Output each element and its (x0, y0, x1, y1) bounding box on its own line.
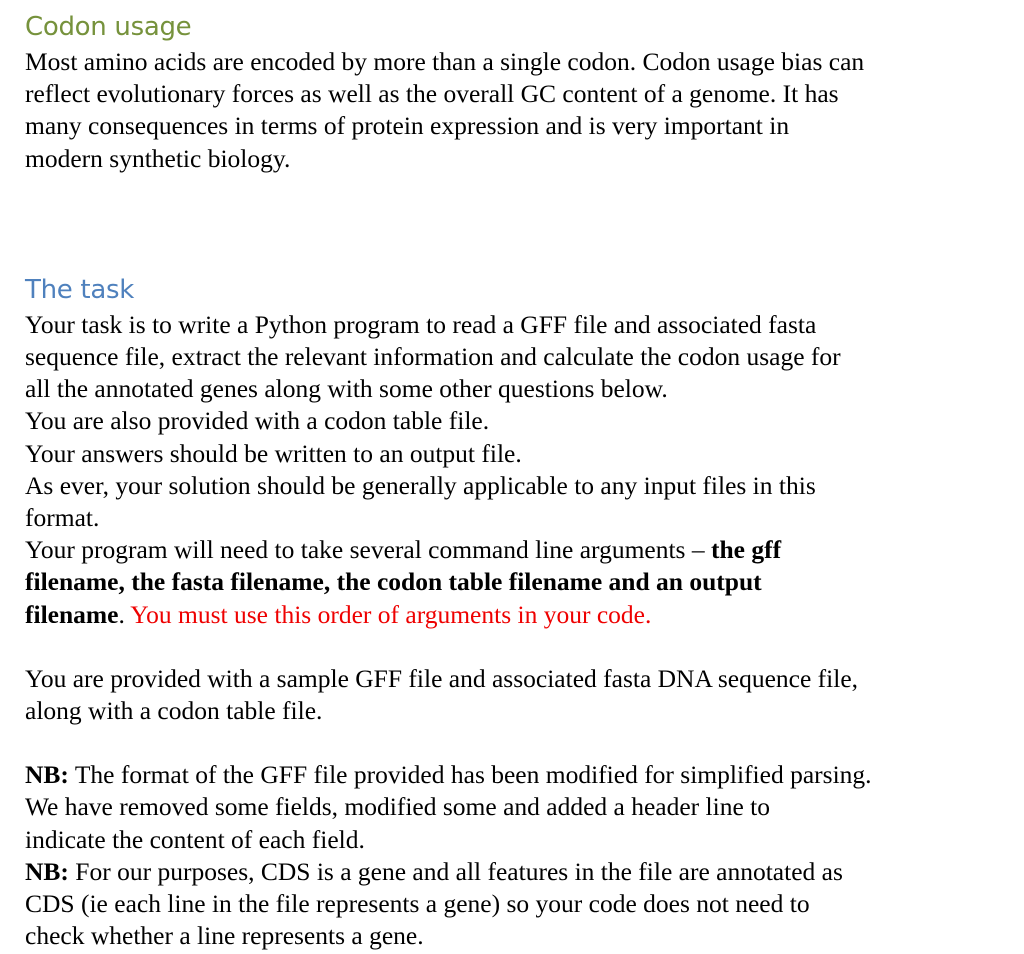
codon-usage-line: Most amino acids are encoded by more than a single codon. Codon usage bias can (25, 47, 865, 76)
argument-order-warning: You must use this order of arguments in your code. (124, 599, 652, 629)
paragraph-spacer (25, 631, 1005, 663)
codon-usage-paragraph (25, 46, 1005, 175)
task-line: format. (25, 503, 100, 533)
nb2-line: CDS (ie each line in the file represents a gene) so your code does not need to (25, 889, 810, 919)
task-line: sequence file, extract the relevant information and calculate the codon usage for (25, 342, 841, 372)
nb2-line: check whether a line represents a gene. (25, 921, 424, 951)
codon-usage-line: modern synthetic biology. (25, 143, 291, 173)
arguments-intro: Your program will need to take several command line arguments – (25, 535, 711, 565)
sample-files-paragraph (25, 663, 1005, 727)
section-spacer (25, 175, 1005, 271)
paragraph-spacer (25, 727, 1005, 759)
arguments-line (25, 534, 1005, 566)
arguments-line (25, 599, 1005, 631)
codon-usage-line: many consequences in terms of protein expression and is very important in (25, 111, 790, 141)
task-line: You are also provided with a codon table file. (25, 406, 490, 436)
nb2-text: For our purposes, CDS is a gene and all features in the file are annotated as (68, 856, 843, 886)
nb1-line: We have removed some fields, modified some and added a header line to (25, 792, 770, 822)
sample-line: along with a codon table file. (25, 696, 323, 726)
arguments-line (25, 566, 1005, 598)
codon-usage-heading: Codon usage (25, 12, 192, 42)
task-line: As ever, your solution should be generally applicable to any input files in this (25, 470, 816, 500)
arguments-period: . (118, 599, 125, 629)
task-heading: The task (25, 274, 134, 305)
nb2-label: NB: (25, 856, 69, 886)
nb-paragraph (25, 759, 1005, 952)
arguments-bold: filename (25, 599, 119, 629)
nb1-label: NB: (25, 760, 69, 790)
nb1-line (25, 759, 1005, 791)
nb1-text: The format of the GFF file provided has been modified for simplified parsing. (68, 760, 872, 790)
task-line: all the annotated genes along with some other questions below. (25, 374, 668, 404)
codon-usage-line: reflect evolutionary forces as well as the overall GC content of a genome. It has (25, 79, 839, 109)
nb1-line: indicate the content of each field. (25, 824, 365, 854)
task-line: Your answers should be written to an output file. (25, 438, 522, 468)
sample-line: You are provided with a sample GFF file and associated fasta DNA sequence file, (25, 663, 859, 693)
document (25, 8, 1005, 952)
nb2-line (25, 856, 1005, 888)
arguments-bold: filename, the fasta filename, the codon table filename and an output (25, 567, 762, 597)
arguments-bold: the gff (711, 535, 782, 565)
task-paragraph (25, 309, 1005, 631)
task-line: Your task is to write a Python program to read a GFF file and associated fasta (25, 309, 817, 339)
